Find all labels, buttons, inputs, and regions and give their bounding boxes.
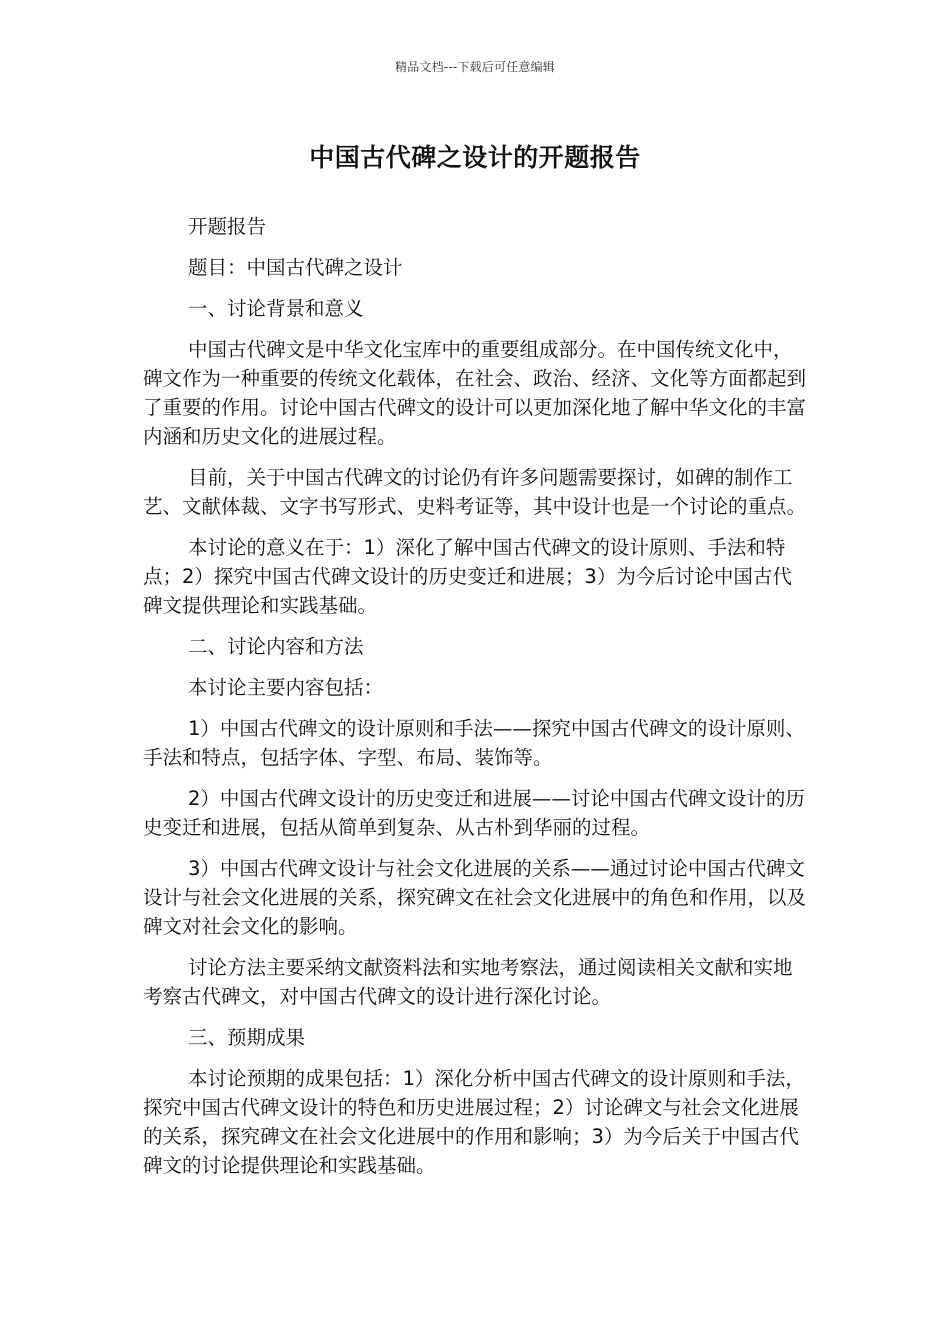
list-item: 2）中国古代碑文设计的历史变迁和进展——讨论中国古代碑文设计的历史变迁和进展，包括从简单到复杂、从古朴到华丽的过程。 — [143, 787, 805, 839]
section-heading-expected-results: 三、预期成果 — [188, 1026, 306, 1049]
page-header: 精品文档---下载后可任意编辑 — [395, 60, 555, 74]
list-item: 1）中国古代碑文的设计原则和手法——探究中国古代碑文的设计原则、手法和特点，包括字体、字型、布局、装饰等。 — [143, 717, 805, 769]
paragraph: 目前，关于中国古代碑文的讨论仍有许多问题需要探讨，如碑的制作工艺、文献体裁、文字书写形式、史料考证等，其中设计也是一个讨论的重点。 — [143, 466, 807, 518]
paragraph-topic: 题目：中国古代碑之设计 — [188, 256, 403, 279]
document-title: 中国古代碑之设计的开题报告 — [309, 143, 641, 172]
list-item: 3）中国古代碑文设计与社会文化进展的关系——通过讨论中国古代碑文设计与社会文化进展的关系，探究碑文在社会文化进展中的角色和作用，以及碑文对社会文化的影响。 — [143, 857, 807, 938]
paragraph: 中国古代碑文是中华文化宝库中的重要组成部分。在中国传统文化中，碑文作为一种重要的传统文化载体，在社会、政治、经济、文化等方面都起到了重要的作用。讨论中国古代碑文的设计可以更加深化地了解中华文化的丰富内涵和历史文化的进展过程。 — [143, 338, 807, 448]
paragraph: 讨论方法主要采纳文献资料法和实地考察法，通过阅读相关文献和实地考察古代碑文，对中国古代碑文的设计进行深化讨论。 — [143, 956, 793, 1008]
document-body — [143, 212, 807, 1192]
paragraph-report-label: 开题报告 — [188, 215, 267, 238]
paragraph: 本讨论预期的成果包括：1）深化分析中国古代碑文的设计原则和手法，探究中国古代碑文设计的特色和历史进展过程；2）讨论碑文与社会文化进展的关系，探究碑文在社会文化进展中的作用和影响；3）为今后关于中国古代碑文的讨论提供理论和实践基础。 — [143, 1067, 805, 1177]
paragraph: 本讨论主要内容包括： — [188, 676, 384, 699]
paragraph: 本讨论的意义在于：1）深化了解中国古代碑文的设计原则、手法和特点；2）探究中国古代碑文设计的历史变迁和进展；3）为今后讨论中国古代碑文提供理论和实践基础。 — [143, 536, 792, 617]
section-heading-content-methods: 二、讨论内容和方法 — [188, 635, 364, 658]
section-heading-background: 一、讨论背景和意义 — [188, 297, 364, 320]
